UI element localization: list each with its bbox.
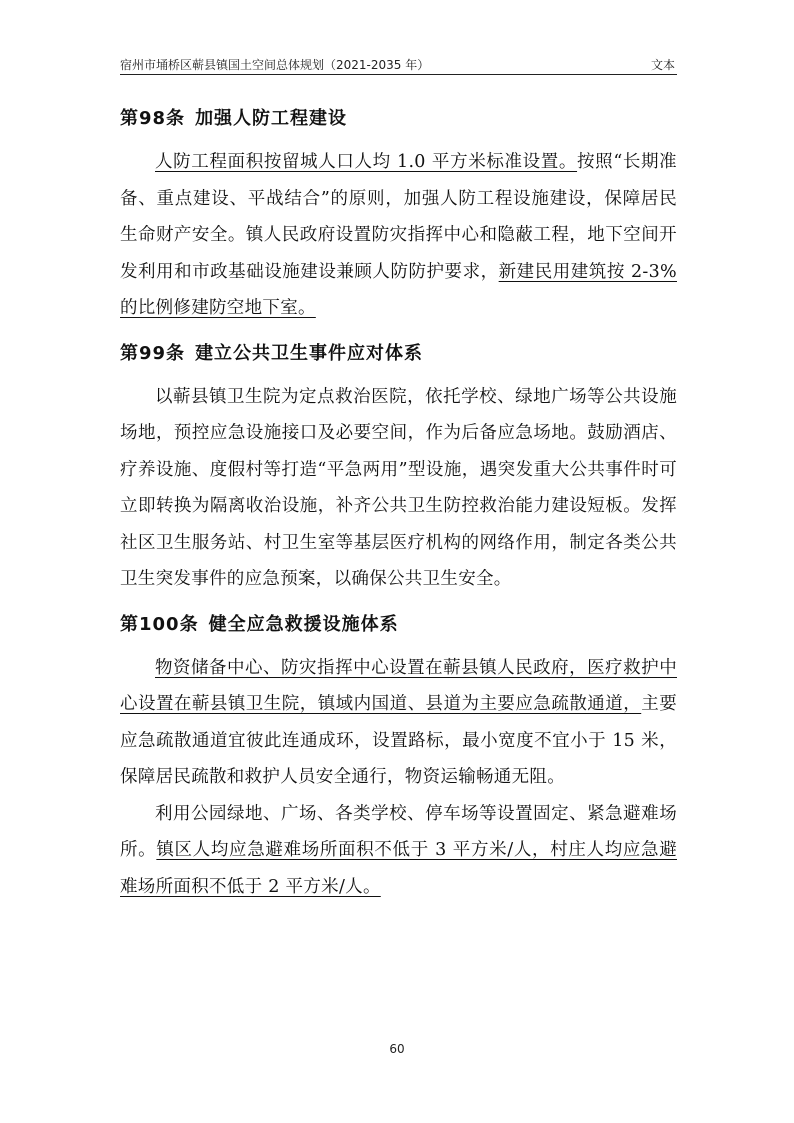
document-body bbox=[120, 92, 677, 911]
underlined-text: 新建民用建筑按 2-3%的比例修建防空地下室。 bbox=[120, 261, 677, 318]
article-section bbox=[120, 104, 677, 327]
page-number: 60 bbox=[389, 1042, 405, 1056]
underlined-text: 镇区人均应急避难场所面积不低于 3 平方米/人，村庄人均应急避难场所面积不低于 2 平方米/人。 bbox=[120, 840, 677, 897]
article-heading bbox=[120, 104, 677, 134]
text-run: 主要应急疏散通道宜彼此连通成环，设置路标，最小宽度不宜小于 15 米，保障居民疏散和救护人员安全通行，物资运输畅通无阻。 bbox=[120, 694, 677, 787]
paragraph bbox=[120, 796, 677, 906]
article-number: 第98条 bbox=[120, 108, 186, 129]
text-run: 利用公园绿地、广场、各类学校、停车场等设置固定、紧急避难场所。 bbox=[120, 803, 677, 860]
page-header bbox=[120, 52, 677, 75]
article-number: 第99条 bbox=[120, 342, 186, 364]
article-title: 健全应急救援设施体系 bbox=[208, 613, 399, 635]
article-heading bbox=[120, 610, 677, 640]
article-section bbox=[120, 610, 677, 906]
article-heading bbox=[120, 339, 677, 369]
text-run: 按照“长期准备、重点建设、平战结合”的原则，加强人防工程设施建设，保障居民生命财产安全。镇人民政府设置防灾指挥中心和隐蔽工程，地下空间开发利用和市政基础设施建设兼顾人防防护要求， bbox=[120, 152, 677, 282]
document-title: 宿州市埇桥区蕲县镇国土空间总体规划（2021-2035 年） bbox=[120, 58, 430, 72]
document-type-label: 文本 bbox=[650, 58, 675, 72]
article-title: 建立公共卫生事件应对体系 bbox=[195, 342, 424, 364]
paragraph bbox=[120, 379, 677, 598]
article-section bbox=[120, 339, 677, 598]
paragraph bbox=[120, 650, 677, 796]
text-run: 以蕲县镇卫生院为定点救治医院，依托学校、绿地广场等公共设施场地，预控应急设施接口及必要空间，作为后备应急场地。鼓励酒店、疗养设施、度假村等打造“平急两用”型设施，遇突发重大公共事件时可立即转换为隔离收治设施，补齐公共卫生防控救治能力建设短板。发挥社区卫生服务站、村卫生室等基层医疗机构的网络作用，制定各类公共卫生突发事件的应急预案，以确保公共卫生安全。 bbox=[120, 386, 677, 589]
underlined-text: 物资储备中心、防灾指挥中心设置在蕲县镇人民政府，医疗救护中心设置在蕲县镇卫生院，镇域内国道、县道为主要应急疏散通道， bbox=[120, 657, 677, 714]
article-title: 加强人防工程建设 bbox=[195, 108, 348, 129]
article-number: 第100条 bbox=[120, 613, 199, 635]
underlined-text: 人防工程面积按留城人口人均 1.0 平方米标准设置。 bbox=[155, 152, 578, 172]
paragraph bbox=[120, 144, 677, 327]
